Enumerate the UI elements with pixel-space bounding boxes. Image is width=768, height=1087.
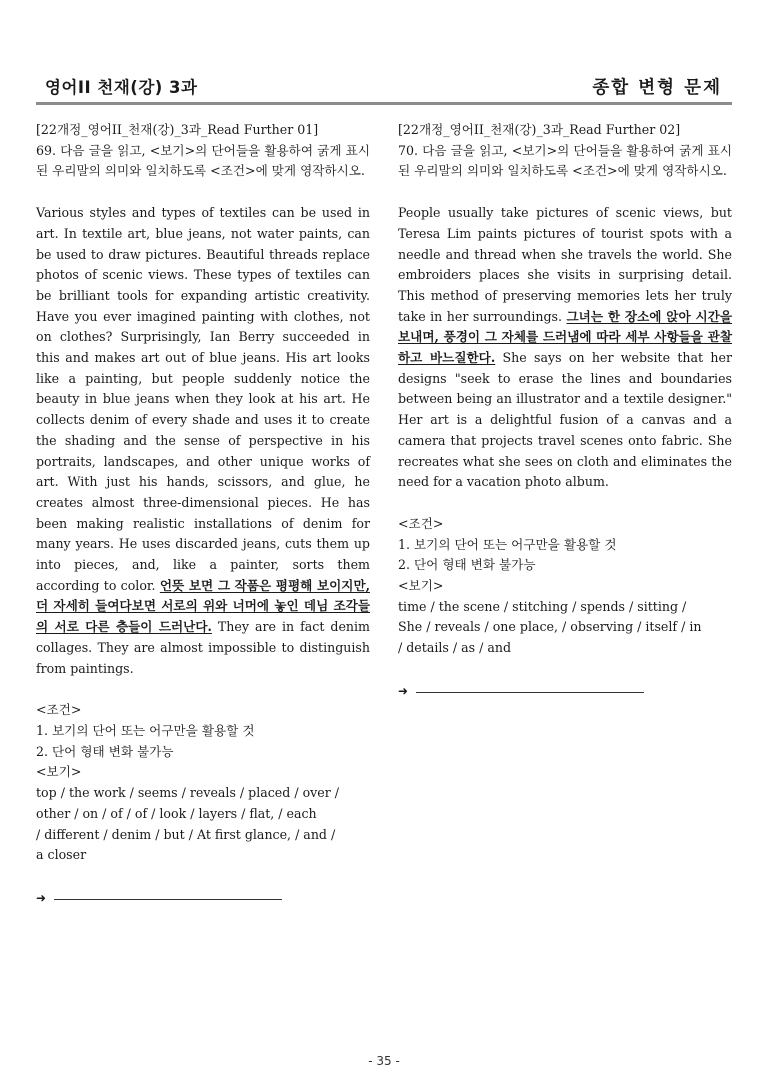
- word-bank-line: a closer: [36, 847, 87, 863]
- highlighted-korean-sentence: 언뜻 보면 그 작품은 평평해 보이지만, 더 자세히 들여다보면 서로의 위와 너머에 놓인 데님 조각들의 서로 다른 층들이 드러난다.: [36, 577, 370, 635]
- highlighted-korean-sentence: 그녀는 한 장소에 앉아 시간을 보내며, 풍경이 그 자체를 드러냄에 따라 세부 사항들을 관찰하고 바느질한다.: [398, 308, 732, 366]
- answer-blank[interactable]: [416, 692, 644, 693]
- conditions-box: [398, 514, 732, 659]
- worksheet-title: 영어II 천재(강) 3과: [45, 78, 198, 97]
- condition-item: 2. 단어 형태 변화 불가능: [398, 557, 536, 573]
- arrow-icon: ➜: [398, 683, 409, 698]
- question-source: [22개정_영어II_천재(강)_3과_Read Further 02]: [398, 122, 681, 137]
- word-bank-line: top / the work / seems / reveals / placed / over /: [36, 785, 339, 801]
- word-bank-line: / details / as / and: [398, 640, 511, 656]
- word-bank-label: <보기>: [36, 764, 82, 780]
- word-bank-line: time / the scene / stitching / spends / sitting /: [398, 598, 687, 614]
- passage-text: She says on her website that her designs "seek to erase the lines and boundaries between being an illustrator and a textile designer." Her art is a delightful fusion of a canvas and a camera that projects travel scenes onto fabric. She recreates what she sees on cloth and eliminates the need for a vacation photo album.: [398, 350, 732, 490]
- condition-item: 2. 단어 형태 변화 불가능: [36, 743, 174, 759]
- page-number: - 35 -: [368, 1054, 400, 1068]
- conditions-label: <조건>: [36, 702, 82, 718]
- reading-passage: [398, 203, 732, 493]
- conditions-label: <조건>: [398, 515, 444, 531]
- reading-passage: [36, 203, 370, 679]
- condition-item: 1. 보기의 단어 또는 어구만을 활용할 것: [36, 722, 255, 738]
- question-69: [36, 120, 370, 909]
- word-bank-line: other / on / of / of / look / layers / flat, / each: [36, 805, 317, 821]
- answer-line[interactable]: [398, 681, 732, 702]
- question-instruction: 69. 다음 글을 읽고, <보기>의 단어들을 활용하여 굵게 표시된 우리말의 의미와 일치하도록 <조건>에 맞게 영작하시오.: [36, 142, 370, 179]
- passage-text: People usually take pictures of scenic views, but Teresa Lim paints pictures of tourist spots with a needle and thread when she travels the world. She embroiders places she visits in surprising detail. This method of preserving memories lets her truly take in her surroundings.: [398, 205, 732, 324]
- passage-text: Various styles and types of textiles can be used in art. In textile art, blue jeans, not water paints, can be used to draw pictures. Beautiful threads replace photos of scenic views. These types of textiles can be brilliant tools for expanding artistic creativity. Have you ever imagined painting with clothes, not on clothes? Surprisingly, Ian Berry succeeded in this and makes art out of blue jeans. His art looks like a painting, but people suddenly notice the beauty in blue jeans when they look at his art. He collects denim of every shade and uses it to create the shading and the sense of perspective in his portraits, landscapes, and other unique works of art. With just his hands, scissors, and glue, he creates almost three-dimensional pieces. He has been making realistic installations of denim for many years. He uses discarded jeans, cuts them up into pieces, and, like a painter, sorts them according to color.: [36, 205, 370, 593]
- conditions-box: [36, 700, 370, 866]
- word-bank-line: She / reveals / one place, / observing / itself / in: [398, 619, 702, 635]
- question-source: [22개정_영어II_천재(강)_3과_Read Further 01]: [36, 122, 319, 137]
- answer-blank[interactable]: [54, 899, 282, 900]
- answer-line[interactable]: [36, 888, 370, 909]
- passage-text: They are in fact denim collages. They are almost impossible to distinguish from paintings.: [36, 619, 370, 676]
- word-bank-line: / different / denim / but / At first glance, / and /: [36, 826, 336, 842]
- question-instruction: 70. 다음 글을 읽고, <보기>의 단어들을 활용하여 굵게 표시된 우리말의 의미와 일치하도록 <조건>에 맞게 영작하시오.: [398, 142, 732, 179]
- section-title: 종합 변형 문제: [592, 78, 722, 98]
- word-bank-label: <보기>: [398, 578, 444, 594]
- condition-item: 1. 보기의 단어 또는 어구만을 활용할 것: [398, 536, 617, 552]
- header-divider: [36, 102, 732, 105]
- question-70: [398, 120, 732, 702]
- arrow-icon: ➜: [36, 890, 47, 905]
